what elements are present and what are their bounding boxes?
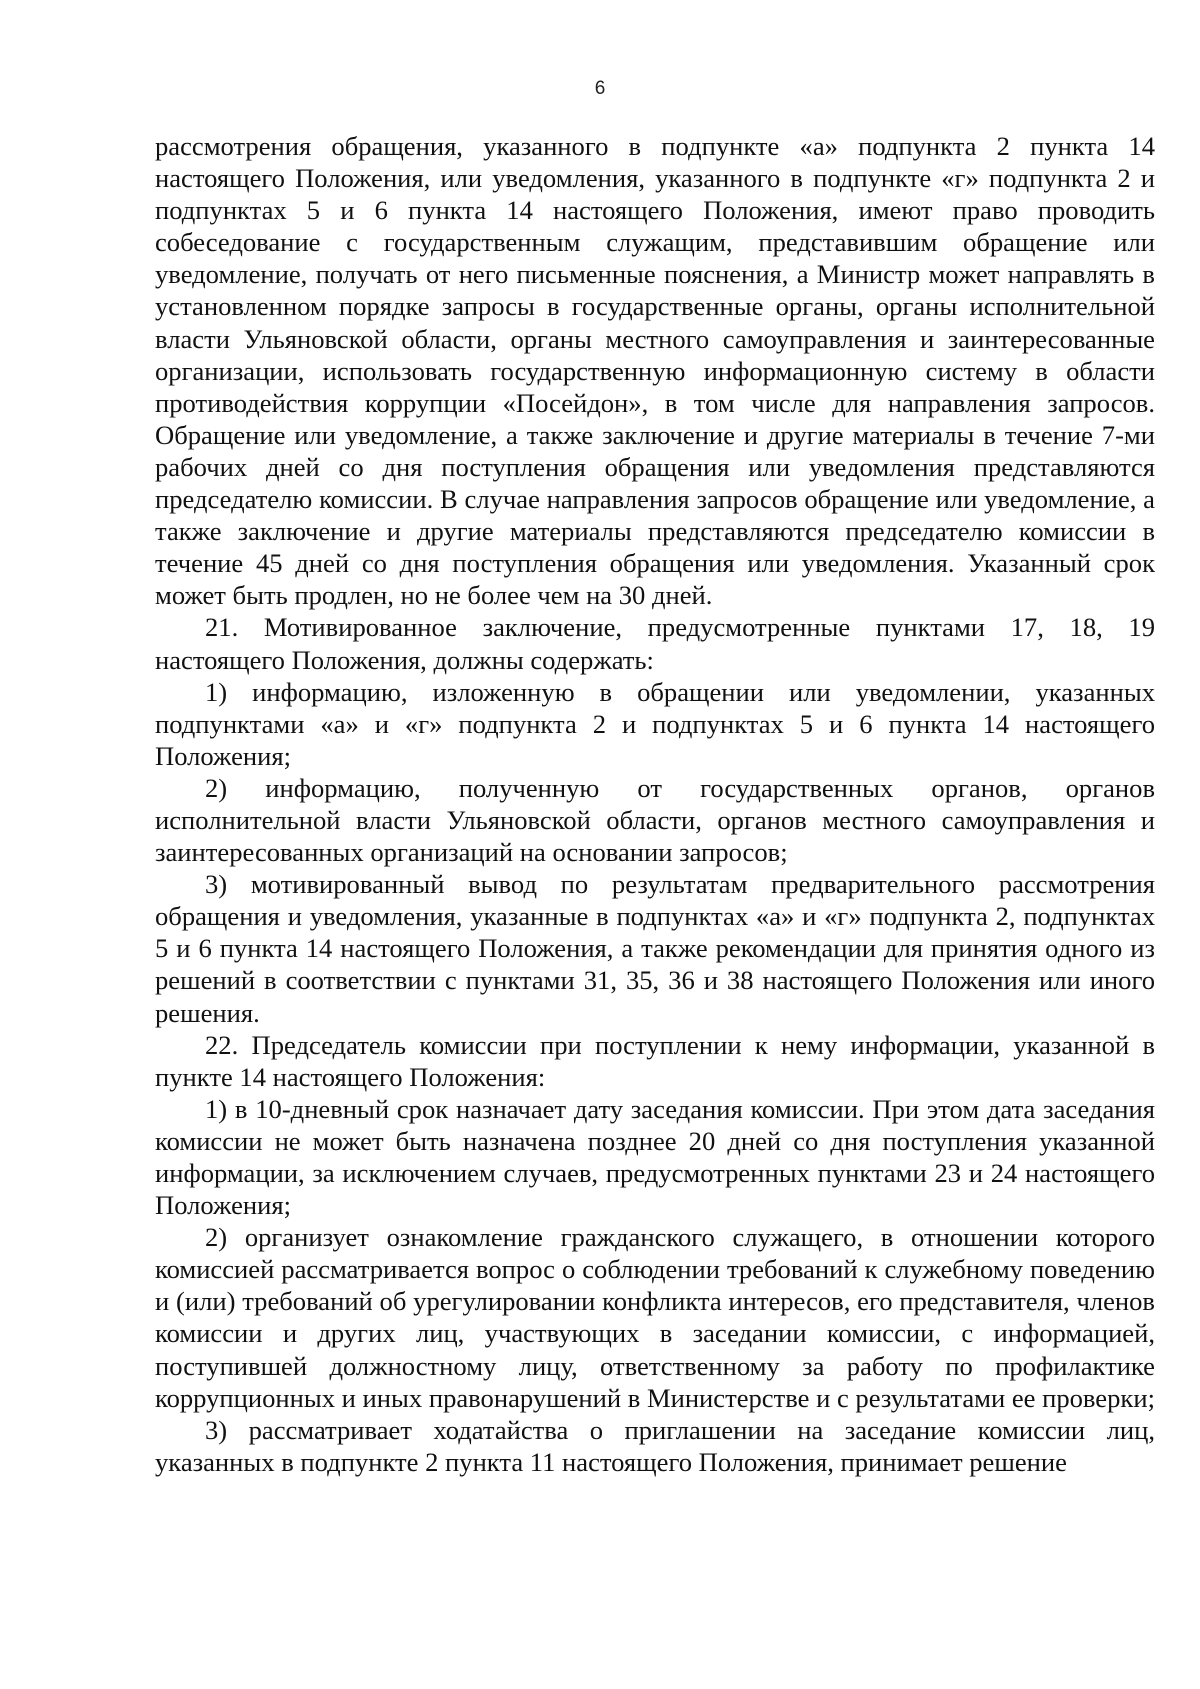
paragraph-22-item-2: 2) организует ознакомление гражданского служащего, в отношении которого комиссией рассматривается вопрос о соблюдении требований к служебному поведению и (или) требований об урегулировании конфликта интересов, его представителя, членов комиссии и других лиц, участвующих в заседании комиссии, с информацией, поступившей должностному лицу, ответственному за работу по профилактике коррупционных и иных правонарушений в Министерстве и с результатами ее проверки; <box>155 1222 1155 1413</box>
page-number: 6 <box>594 78 606 99</box>
paragraph-21-item-1: 1) информацию, изложенную в обращении или уведомлении, указанных подпунктами «а» и «г» подпункта 2 и подпунктах 5 и 6 пункта 14 настоящего Положения; <box>155 676 1155 771</box>
paragraph-continuation: рассмотрения обращения, указанного в подпункте «а» подпункта 2 пункта 14 настоящего Положения, или уведомления, указанного в подпункте «г» подпункта 2 и подпунктах 5 и 6 пункта 14 настоящего Положения, имеют право проводить собеседование с государственным служащим, представившим обращение или уведомление, получать от него письменные пояснения, а Министр может направлять в установленном порядке запросы в государственные органы, органы исполнительной власти Ульяновской области, органы местного самоуправления и заинтересованные организации, использовать государственную информационную систему в области противодействия коррупции «Посейдон», в том числе для направления запросов. Обращение или уведомление, а также заключение и другие материалы в течение 7-ми рабочих дней со дня поступления обращения или уведомления представляются председателю комиссии. В случае направления запросов обращение или уведомление, а также заключение и другие материалы представляются председателю комиссии в течение 45 дней со дня поступления обращения или уведомления. Указанный срок может быть продлен, но не более чем на 30 дней. <box>155 131 1155 611</box>
paragraph-21-item-2: 2) информацию, полученную от государственных органов, органов исполнительной власти Ульяновской области, органов местного самоуправления и заинтересованных организаций на основании запросов; <box>155 772 1155 868</box>
document-body <box>155 130 1155 1478</box>
paragraph-22-item-1: 1) в 10-дневный срок назначает дату заседания комиссии. При этом дата заседания комиссии не может быть назначена позднее 20 дней со дня поступления указанной информации, за исключением случаев, предусмотренных пунктами 23 и 24 настоящего Положения; <box>155 1093 1155 1221</box>
paragraph-21-item-3: 3) мотивированный вывод по результатам предварительного рассмотрения обращения и уведомления, указанные в подпунктах «а» и «г» подпункта 2, подпунктах 5 и 6 пункта 14 настоящего Положения, а также рекомендации для принятия одного из решений в соответствии с пунктами 31, 35, 36 и 38 настоящего Положения или иного решения. <box>155 869 1155 1028</box>
paragraph-22: 22. Председатель комиссии при поступлении к нему информации, указанной в пункте 14 настоящего Положения: <box>155 1029 1155 1092</box>
paragraph-22-item-3: 3) рассматривает ходатайства о приглашении на заседание комиссии лиц, указанных в подпункте 2 пункта 11 настоящего Положения, принимает решение <box>155 1414 1155 1477</box>
paragraph-21: 21. Мотивированное заключение, предусмотренные пунктами 17, 18, 19 настоящего Положения, должны содержать: <box>155 612 1155 675</box>
